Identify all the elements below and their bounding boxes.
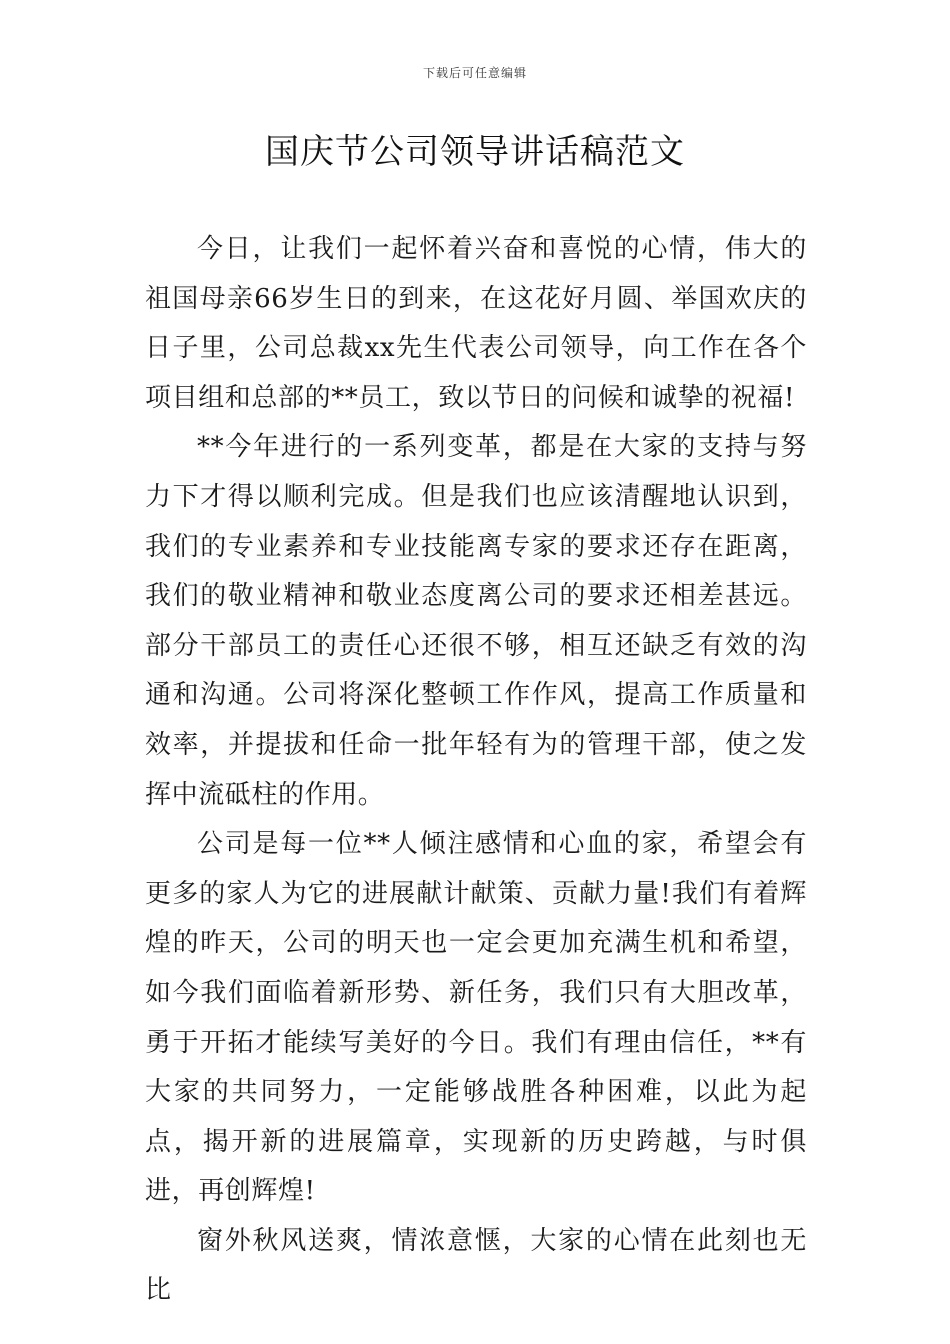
paragraph-2: **今年进行的一系列变革，都是在大家的支持与努力下才得以顺利完成。但是我们也应该清醒地认识到，我们的专业素养和专业技能离专家的要求还存在距离，我们的敬业精神和敬业态度离公司的要求还相差甚远。部分干部员工的责任心还很不够，相互还缺乏有效的沟通和沟通。公司将深化整顿工作作风，提高工作质量和效率，并提拔和任命一批年轻有为的管理干部，使之发挥中流砥柱的作用。: [145, 432, 807, 810]
paragraph-4: 窗外秋风送爽，情浓意惬，大家的心情在此刻也无比: [145, 1225, 807, 1306]
document-body: [145, 225, 807, 1316]
header-note: 下载后可任意编辑: [422, 66, 527, 80]
document-title: 国庆节公司领导讲话稿范文: [265, 132, 685, 172]
paragraph-1: 今日，让我们一起怀着兴奋和喜悦的心情，伟大的祖国母亲66岁生日的到来，在这花好月圆、举国欢庆的日子里，公司总裁xx先生代表公司领导，向工作在各个项目组和总部的**员工，致以节日的问候和诚挚的祝福!: [145, 234, 807, 413]
paragraph-3: 公司是每一位**人倾注感情和心血的家，希望会有更多的家人为它的进展献计献策、贡献力量!我们有着辉煌的昨天，公司的明天也一定会更加充满生机和希望，如今我们面临着新形势、新任务，我们只有大胆改革，勇于开拓才能续写美好的今日。我们有理由信任，**有大家的共同努力，一定能够战胜各种困难，以此为起点，揭开新的进展篇章，实现新的历史跨越，与时俱进，再创辉煌!: [145, 829, 807, 1207]
